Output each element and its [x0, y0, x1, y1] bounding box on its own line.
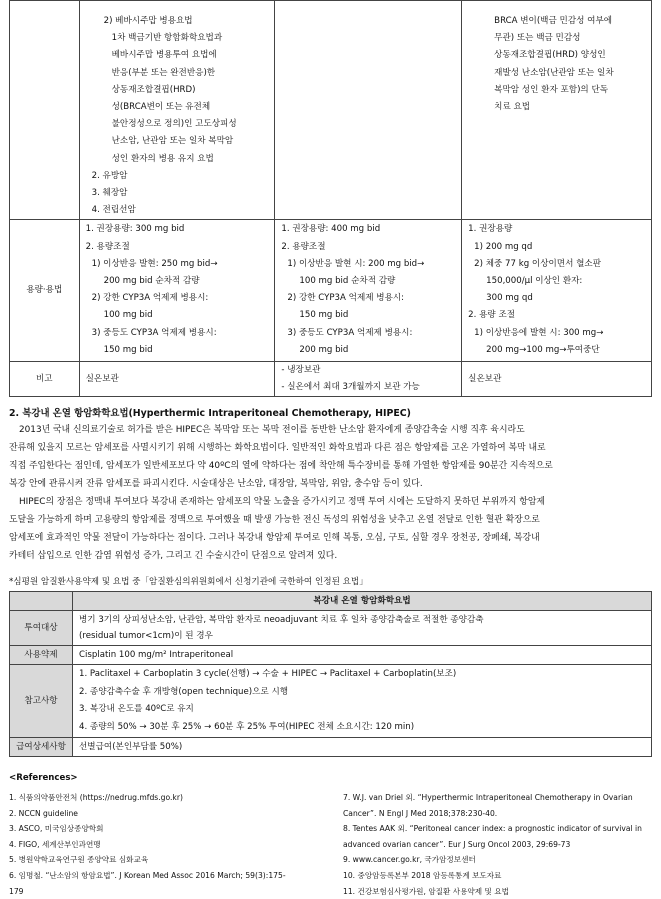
text-line: 2) 베바시주맙 병용요법 — [103, 16, 193, 26]
text-line: 상동재조합결핍(HRD) — [111, 84, 196, 95]
references-title: <References> — [9, 773, 78, 783]
text-line: 직접 주입한다는 점인데, 암세포가 일반세포보다 약 40ºC의 열에 약하다는 점에 착안해 특수장비를 통해 가열한 항암제를 90분간 지속적으로 — [9, 461, 553, 471]
text-line: 2. 용량 조절 — [468, 310, 516, 321]
text-line: 2. 용량조절 — [281, 241, 326, 252]
paragraph-1 — [9, 421, 652, 493]
text-line: 1. 권장용량: 400 mg bid — [281, 224, 381, 235]
dosage-label: 용량·용법 — [10, 220, 80, 362]
text-line: 3. 복강내 온도를 40ºC로 유지 — [79, 704, 194, 714]
row-label: 사용약제 — [10, 646, 73, 665]
reference-item: Cancer”. N Engl J Med 2018;378:230-40. — [343, 808, 498, 818]
row-value — [73, 665, 652, 738]
text-line: 3) 중등도 CYP3A 억제제 병용시: — [287, 327, 413, 338]
reference-item: 3. ASCO, 미국임상종양학회 — [9, 824, 104, 834]
text-line: 복강 안에 관류시켜 잔류 암세포를 파괴시킨다. 시술대상은 난소암, 대장암, 복막암, 위암, 충수암 등이 있다. — [9, 479, 423, 489]
hipec-table — [9, 591, 652, 757]
text-line: 불안정성으로 정의)인 고도상피성 — [111, 119, 237, 130]
reference-item: 2. NCCN guideline — [9, 808, 78, 818]
row-label: 급여상세사항 — [10, 738, 73, 757]
text-line: 100 mg bid — [103, 310, 153, 321]
section-heading: 2. 복강내 온열 항암화학요법(Hyperthermic Intraperitoneal Chemotherapy, HIPEC) — [9, 408, 411, 419]
text-line: Cisplatin 100 mg/m² Intraperitoneal — [79, 650, 234, 660]
remarks-col-c: 실온보관 — [462, 362, 652, 397]
remarks-col-b — [275, 362, 462, 397]
text-line: 병기 3기의 상피성난소암, 난관암, 복막암 환자로 neoadjuvant 치료 후 일차 종양감축술로 적절한 종양감축 — [79, 615, 484, 625]
text-line: 150 mg bid — [299, 310, 349, 321]
text-line: 2. 종양감축수술 후 개방형(open technique)으로 시행 — [79, 686, 289, 697]
text-line: 2) 체중 77 kg 이상이면서 혈소판 — [474, 258, 602, 269]
text-line: 1) 이상반응 발현: 250 mg bid→ — [91, 258, 218, 269]
reference-item: 1. 식품의약품안전처 (https://nedrug.mfds.go.kr) — [9, 793, 183, 802]
text-line: 1차 백금기반 항함화학요법과 — [111, 33, 223, 44]
text-line: 150,000/μl 이상인 환자: — [486, 276, 583, 287]
text-line: 1) 200 mg qd — [474, 241, 533, 252]
text-line: 난소암, 난관암 또는 일차 복막암 — [111, 136, 234, 147]
text-line: 1. 권장용량 — [468, 224, 513, 235]
paragraph-2 — [9, 493, 652, 565]
remarks-row — [10, 362, 652, 397]
indications-label-cell — [10, 1, 80, 220]
hipec-row-target — [10, 611, 652, 646]
text-line: 도달을 가능하게 하며 고용량의 항암제를 정맥으로 투여했을 때 발생 가능한 전신 독성의 위험성을 낮추고 온열 전달로 인한 혈관 확장으로 — [9, 515, 540, 525]
remarks-label: 비고 — [10, 362, 80, 397]
text-line: 300 mg qd — [486, 293, 533, 304]
text-line: 200 mg bid — [299, 344, 349, 355]
dosage-row — [10, 220, 652, 362]
text-line: 100 mg bid 순차적 감량 — [299, 276, 396, 287]
text-line: 카테터 삽입으로 인한 감염 위험성 증가, 그리고 긴 수술시간이 단점으로 알려져 있다. — [9, 551, 338, 561]
drug-comparison-table — [9, 0, 652, 397]
text-line: 200 mg→100 mg→투여중단 — [486, 344, 600, 355]
text-line: 150 mg bid — [103, 344, 153, 355]
text-line: 1. 권장용량: 300 mg bid — [85, 224, 185, 235]
dosage-col-b — [275, 220, 462, 362]
hipec-header-row — [10, 592, 652, 611]
row-label: 투여대상 — [10, 611, 73, 646]
dosage-col-a — [79, 220, 275, 362]
text-line: 무관) 또는 백금 민감성 — [494, 33, 581, 44]
reference-item: 4. FIGO, 세계산부인과연맹 — [9, 839, 101, 849]
text-line: 선별급여(본인부담률 50%) — [79, 742, 183, 752]
table-note: *심평원 암질환사용약제 및 요법 중「암질환심의위원회에서 신청기관에 국한하여 인정된 요법」 — [9, 577, 368, 587]
hipec-row-coverage — [10, 738, 652, 757]
row-label: 참고사항 — [10, 665, 73, 738]
row-value — [73, 738, 652, 757]
reference-item: 7. W.J. van Driel 외. “Hyperthermic Intraperitoneal Chemotherapy in Ovarian — [343, 793, 633, 802]
row-value — [73, 646, 652, 665]
reference-item: 179 — [9, 886, 24, 896]
reference-item: advanced ovarian cancer”. Eur J Surg Oncol 2003, 29:69-73 — [343, 839, 571, 849]
references-left — [9, 790, 286, 899]
indications-row — [10, 1, 652, 220]
text-line: 2. 유방암 — [91, 170, 128, 181]
text-line: 4. 종량의 50% → 30분 후 25% → 60분 후 25% 투여(HIPEC 전체 소요시간: 120 min) — [79, 721, 415, 732]
text-line: 4. 전립선암 — [91, 205, 136, 216]
text-line: 복막암 성인 환자 포함)의 단독 — [494, 84, 609, 95]
indications-col-a — [79, 1, 275, 220]
text-line: 2) 강한 CYP3A 억제제 병용시: — [287, 293, 405, 304]
header-blank — [10, 592, 73, 611]
remarks-col-a: 실온보관 — [79, 362, 275, 397]
text-line: 치료 요법 — [494, 102, 531, 113]
hipec-row-drug — [10, 646, 652, 665]
text-line: HIPEC의 장점은 정맥내 투여보다 복강내 존재하는 암세포의 약물 노출을 증가시키고 정맥 투여 시에는 도달하지 못하던 부위까지 항암제 — [19, 497, 545, 507]
text-line: 상동재조합결핍(HRD) 양성인 — [494, 50, 606, 61]
references-right — [343, 790, 642, 899]
text-line: 2) 강한 CYP3A 억제제 병용시: — [91, 293, 209, 304]
hipec-row-notes — [10, 665, 652, 738]
text-line: 1. Paclitaxel + Carboplatin 3 cycle(선행) → 수술 + HIPEC → Paclitaxel + Carboplatin(보조) — [79, 669, 457, 679]
indications-col-b — [275, 1, 462, 220]
row-value — [73, 611, 652, 646]
reference-item: 10. 중앙암등록본부 2018 암등록통계 보도자료 — [343, 870, 502, 880]
reference-item: 11. 건강보험심사평가원, 암질환 사용약제 및 요법 — [343, 886, 509, 896]
text-line: 1) 이상반응 발현 시: 200 mg bid→ — [287, 258, 425, 269]
text-line: 2. 용량조절 — [85, 241, 130, 252]
text-line: - 냉장보관 — [281, 365, 321, 376]
text-line: 3) 중등도 CYP3A 억제제 병용시: — [91, 327, 217, 338]
hipec-table-header: 복강내 온열 항암화학요법 — [73, 592, 652, 611]
reference-item: 9. www.cancer.go.kr, 국가암정보센터 — [343, 855, 476, 865]
text-line: 반응(부분 또는 완전반응)한 — [111, 67, 216, 78]
reference-item: 8. Tentes AAK 외. “Peritoneal cancer index: a prognostic indicator of survival in — [343, 824, 642, 834]
text-line: 성(BRCA변이 또는 유전체 — [111, 102, 211, 113]
text-line: 3. 췌장암 — [91, 188, 128, 199]
text-line: 성인 환자의 병용 유지 요법 — [111, 153, 214, 164]
reference-item: 5. 병원약학교육연구원 종양약료 심화교육 — [9, 855, 149, 865]
text-line: 암세포에 효과적인 약물 전달이 가능하다는 점이다. 그러나 복강내 항암제 투여로 인해 복통, 오심, 구토, 심할 경우 장천공, 장폐쇄, 복강내 — [9, 533, 540, 543]
text-line: BRCA 변이(백금 민감성 여부에 — [494, 16, 613, 26]
reference-item: 6. 임명철. “난소암의 항암요법”. J Korean Med Assoc 2016 March; 59(3):175- — [9, 870, 286, 880]
text-line: (residual tumor<1cm)이 된 경우 — [79, 631, 213, 641]
text-line: 2013년 국내 신의료기술로 허가를 받은 HIPEC은 복막암 또는 복막 전이를 동반한 난소암 환자에게 종양감축술 시행 직후 육시라도 — [19, 425, 525, 435]
text-line: 1) 이상반응에 발현 시: 300 mg→ — [474, 327, 604, 338]
dosage-col-c — [462, 220, 652, 362]
text-line: 베바시주맙 병용투여 요법에 — [111, 50, 217, 61]
text-line: 재발성 난소암(난관암 또는 일차 — [494, 67, 614, 78]
text-line: - 실온에서 최대 3개월까지 보관 가능 — [281, 382, 420, 393]
indications-col-c — [462, 1, 652, 220]
text-line: 200 mg bid 순차적 감량 — [103, 276, 200, 287]
text-line: 잔류해 있을지 모르는 암세포를 사멸시키기 위해 시행하는 화학요법이다. 일반적인 화학요법과 다른 점은 항암제를 고온 가열하여 복막 내로 — [9, 443, 546, 453]
